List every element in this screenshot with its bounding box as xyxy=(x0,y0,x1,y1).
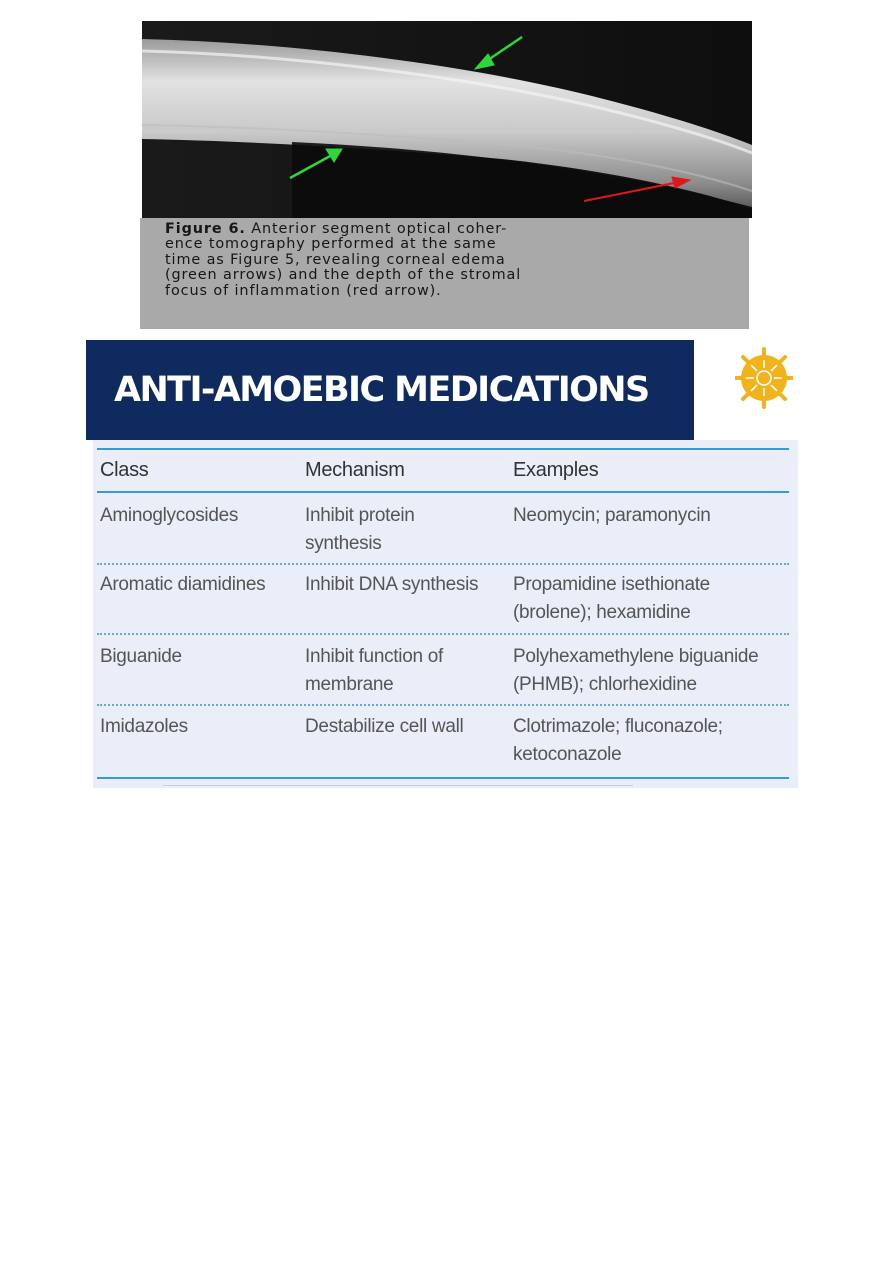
row-1-mechanism xyxy=(305,502,505,558)
row-divider xyxy=(97,563,789,565)
caption-line-2: ence tomography performed at the same xyxy=(165,236,497,253)
table-top-rule xyxy=(97,448,789,450)
row-divider xyxy=(97,633,789,635)
table-bottom-rule xyxy=(97,777,789,779)
row-3-examples-line-2: (PHMB); chlorhexidine xyxy=(513,674,697,695)
figure-caption-box xyxy=(140,218,749,329)
row-3-class: Biguanide xyxy=(100,646,182,667)
row-divider xyxy=(97,704,789,706)
row-3-mechanism-line-2: membrane xyxy=(305,674,394,695)
header-class: Class xyxy=(100,459,149,481)
row-4-examples-line-2: ketoconazole xyxy=(513,744,622,765)
row-2-examples-line-1: Propamidine isethionate xyxy=(513,574,710,595)
caption-line-5: focus of inflammation (red arrow). xyxy=(165,282,442,299)
oct-scan-image xyxy=(142,21,752,218)
row-4-examples-line-1: Clotrimazole; fluconazole; xyxy=(513,716,723,737)
row-1-mechanism-line-2: synthesis xyxy=(305,533,382,554)
title-banner xyxy=(86,340,694,440)
row-3-mechanism xyxy=(305,643,505,699)
header-examples: Examples xyxy=(513,459,599,481)
row-1-examples: Neomycin; paramonycin xyxy=(513,505,711,526)
row-4-examples xyxy=(513,713,798,769)
figure-label: Figure 6. xyxy=(165,221,246,237)
figure-caption xyxy=(165,222,743,299)
slide-bottom-edge xyxy=(163,785,633,789)
sun-logo-icon xyxy=(735,346,793,410)
row-3-examples xyxy=(513,643,798,699)
row-4-class: Imidazoles xyxy=(100,716,188,737)
row-3-mechanism-line-1: Inhibit function of xyxy=(305,646,443,667)
row-2-examples xyxy=(513,571,798,627)
row-1-mechanism-line-1: Inhibit protein xyxy=(305,505,415,526)
slide-title: ANTI-AMOEBIC MEDICATIONS xyxy=(114,370,649,410)
caption-line-4: (green arrows) and the depth of the stromal xyxy=(165,267,522,284)
caption-line-1: Anterior segment optical coher- xyxy=(251,221,508,237)
row-3-examples-line-1: Polyhexamethylene biguanide xyxy=(513,646,759,667)
medications-table xyxy=(93,440,798,788)
row-4-mechanism: Destabilize cell wall xyxy=(305,716,464,737)
row-2-mechanism: Inhibit DNA synthesis xyxy=(305,574,479,595)
row-2-examples-line-2: (brolene); hexamidine xyxy=(513,602,691,623)
caption-line-3: time as Figure 5, revealing corneal edema xyxy=(165,251,506,268)
row-1-class: Aminoglycosides xyxy=(100,505,239,526)
table-header-rule xyxy=(97,491,789,493)
row-2-class: Aromatic diamidines xyxy=(100,574,266,595)
header-mechanism: Mechanism xyxy=(305,459,405,481)
